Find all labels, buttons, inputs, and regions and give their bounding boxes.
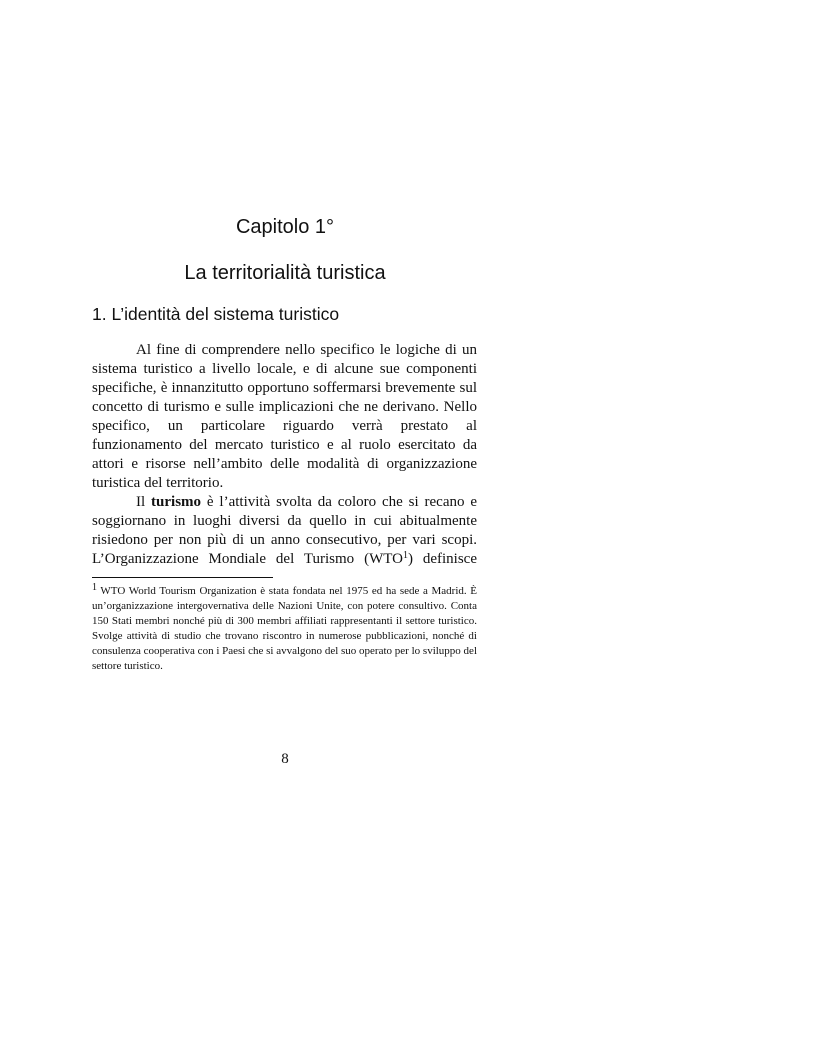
footnote-text: WTO World Tourism Organization è stata fondata nel 1975 ed ha sede a Madrid. È un’organizzazione intergovernativa delle Nazioni Unite, con potere consultivo. Conta 150 Stati membri nonché più di 300 membri affiliati rappresentanti il settore turistico. Svolge attività di studio che trovano riscontro in numerose pubblicazioni, nonché di consulenza cooperativa con i Paesi che si avvalgono del suo operato per lo sviluppo del settore turistico. bbox=[92, 585, 477, 672]
term-turismo: turismo bbox=[151, 494, 202, 510]
paragraph-2 bbox=[92, 493, 477, 569]
footnote-marker: 1 bbox=[92, 582, 97, 593]
chapter-label: Capitolo 1° bbox=[235, 216, 335, 238]
section-heading: 1. L’identità del sistema turistico bbox=[92, 304, 340, 324]
paragraph-1: Al fine di comprendere nello specifico le logiche di un sistema turistico a livello locale, e di alcune sue componenti specifiche, è innanzitutto opportuno soffermarsi brevemente sul concetto di turismo e sulle implicazioni che ne derivano. Nello specifico, un particolare riguardo verrà prestato al funzionamento del mercato turistico e al ruolo esercitato da attori e risorse nell’ambito delle modalità di organizzazione turistica del territorio. bbox=[92, 342, 477, 491]
paragraph-2-tail: ) definisce bbox=[407, 551, 477, 567]
paragraph-2-text: è l’attività svolta da coloro che si recano e soggiornano in luoghi diversi da quello in cui abitualmente risiedono per non più di un anno consecutivo, per vari scopi. L’Organizzazione Mondiale del Turismo (WTO bbox=[92, 494, 477, 567]
page-number: 8 bbox=[281, 751, 289, 767]
chapter-title: La territorialità turistica bbox=[184, 262, 386, 284]
paragraph-2-lead: Il bbox=[136, 494, 146, 510]
footnote-divider bbox=[92, 577, 273, 578]
footnote bbox=[92, 584, 477, 674]
body-text bbox=[92, 341, 477, 569]
footnote-reference[interactable]: 1 bbox=[402, 550, 408, 561]
